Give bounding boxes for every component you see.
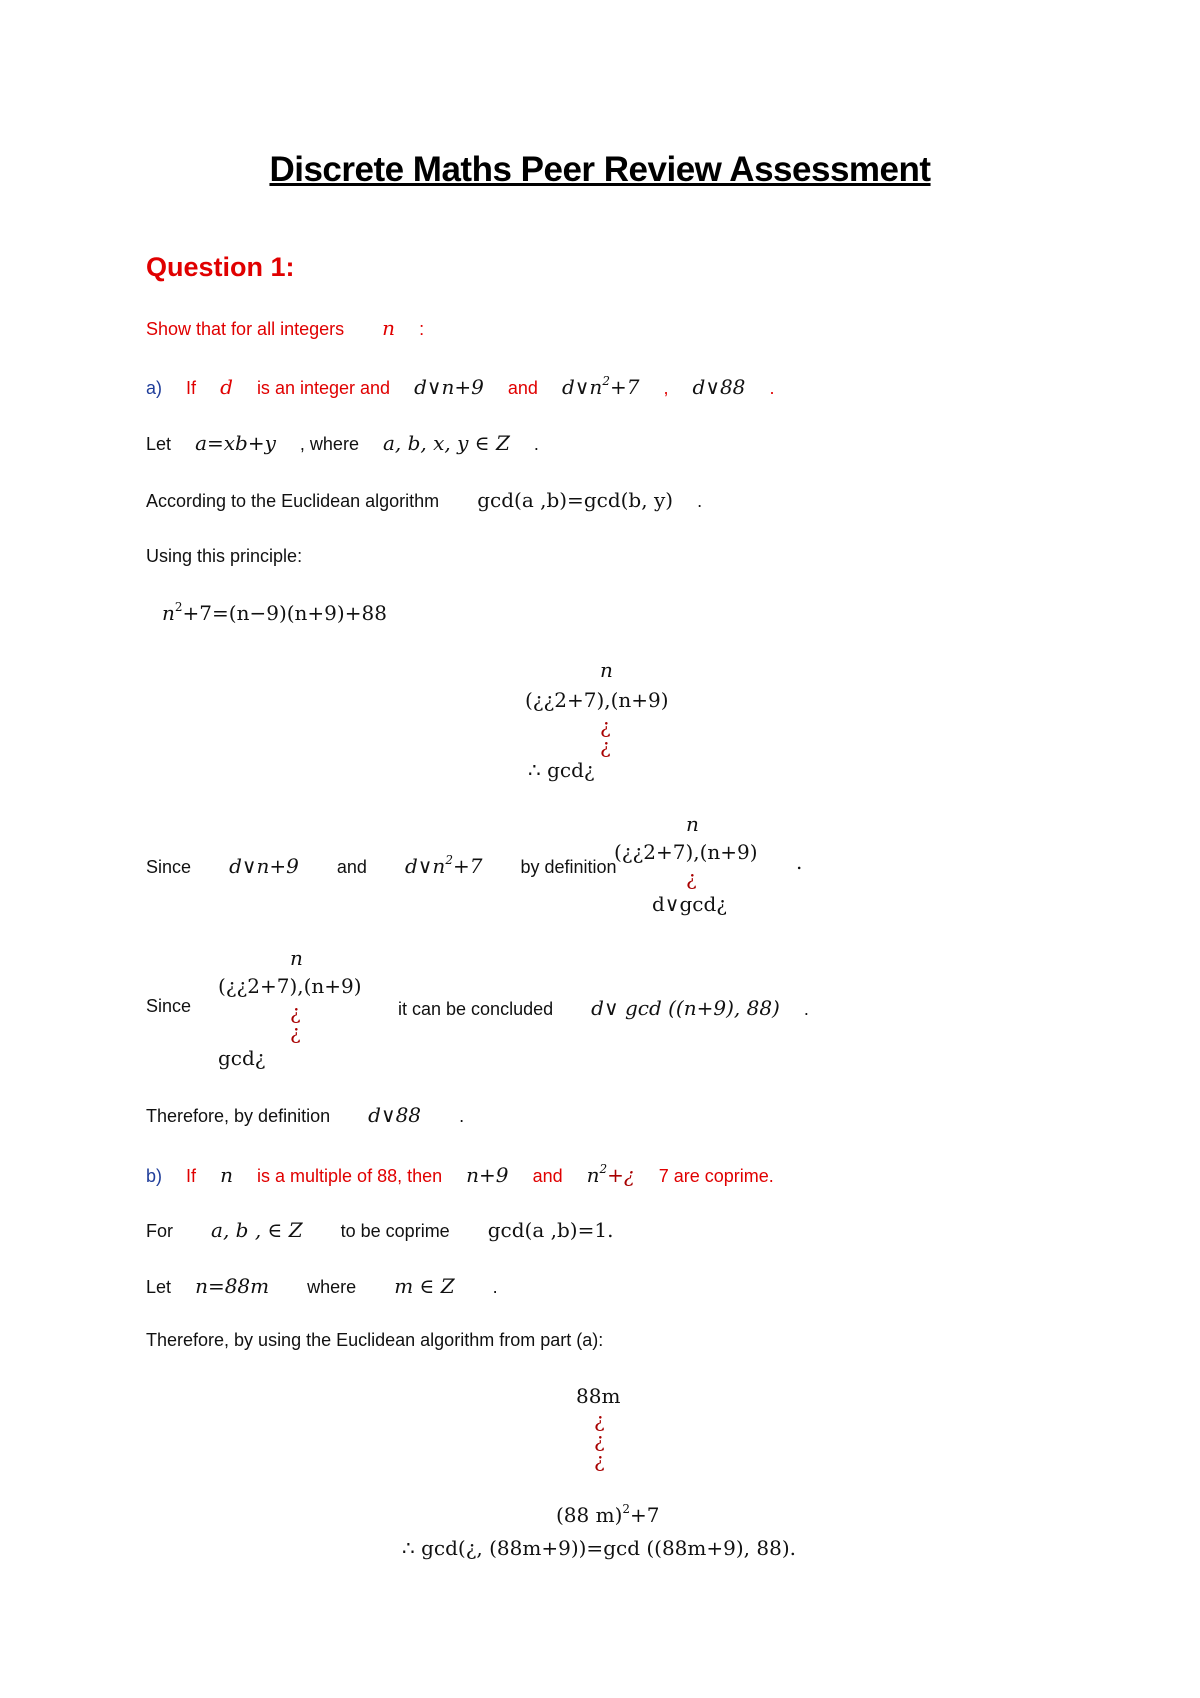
since-line-1: [146, 853, 617, 878]
part-a-expr1: d∨n+9: [414, 375, 484, 399]
since2-gcd: gcd¿: [218, 1046, 266, 1070]
since1-period: .: [796, 850, 803, 874]
euclid-period: .: [697, 491, 703, 511]
part-a-expr3: d∨88: [692, 375, 746, 399]
since1-expr2: $d\vee n^2+7$: [404, 853, 483, 878]
part-b-text2: 7 are coprime.: [658, 1166, 774, 1186]
part-b-expr2: $n^2+¿$: [586, 1162, 635, 1187]
coprime-text: to be coprime: [340, 1221, 450, 1241]
block1-q2: ¿: [600, 734, 611, 758]
since2-concl-text: it can be concluded: [398, 999, 554, 1019]
block1-gcd: ∴ gcd¿: [528, 758, 595, 782]
euclid-text: According to the Euclidean algorithm: [146, 491, 440, 511]
let-word: Let: [146, 434, 172, 454]
part-b-text1: is a multiple of 88, then: [257, 1166, 443, 1186]
coprime-set: a, b , ∈ Z: [211, 1218, 303, 1242]
block1-q1: ¿: [600, 714, 611, 738]
part-a-statement: [146, 374, 774, 399]
block2-q2: ¿: [594, 1428, 605, 1452]
part-a-expr2: $d\vee n^2+7$: [561, 374, 640, 399]
coprime-line: [146, 1218, 613, 1242]
since2-q1: ¿: [290, 1000, 301, 1024]
part-b-if: If: [186, 1166, 197, 1186]
since1-gcd: d∨gcd¿: [652, 892, 727, 916]
let-n-set: m ∈ Z: [394, 1274, 455, 1298]
block1-row: (¿¿2+7),(n+9): [525, 688, 669, 712]
part-a-and: and: [507, 378, 538, 398]
coprime-for: For: [146, 1221, 173, 1241]
block2-q3: ¿: [594, 1448, 605, 1472]
since2-n: n: [290, 946, 303, 970]
since2-conclusion: [398, 996, 809, 1020]
block2-top: 88m: [576, 1384, 621, 1408]
therefore-a-expr: d∨88: [368, 1103, 422, 1127]
part-b-statement: [146, 1162, 774, 1187]
since1-q: ¿: [686, 866, 697, 890]
let-expr: a=xb+y: [195, 431, 276, 455]
let-where: , where: [299, 434, 359, 454]
since1-and: and: [336, 857, 367, 877]
therefore-a-period: .: [459, 1106, 465, 1126]
question-intro: [146, 316, 424, 340]
let-n-line: [146, 1274, 498, 1298]
block2-final: ∴ gcd(¿, (88m+9))=gcd ((88m+9), 88).: [402, 1536, 796, 1560]
part-a-label: a): [146, 378, 163, 398]
since1-word: Since: [146, 857, 192, 877]
coprime-expr: gcd(a ,b)=1.: [487, 1218, 614, 1242]
since2-q2: ¿: [290, 1020, 301, 1044]
part-a-period: .: [769, 378, 775, 398]
since1-bydef: by definition: [520, 857, 617, 877]
let-set: a, b, x, y ∈ Z: [382, 431, 510, 455]
block2-square: (88 m)$^2$+7: [556, 1502, 660, 1527]
question-heading: Question 1:: [146, 252, 295, 282]
let-n-where: where: [307, 1277, 357, 1297]
part-b-and: and: [532, 1166, 563, 1186]
intro-colon: :: [419, 319, 425, 339]
part-b-var-n: n: [220, 1163, 233, 1187]
page-title: Discrete Maths Peer Review Assessment: [269, 150, 931, 189]
since2-period: .: [803, 999, 809, 1019]
let-n-period: .: [492, 1277, 498, 1297]
part-a-var-d: d: [220, 375, 233, 399]
therefore-a-text: Therefore, by definition: [146, 1106, 331, 1126]
since2-expr: d∨ gcd ((n+9), 88): [591, 996, 780, 1020]
let-period: .: [533, 434, 539, 454]
part-a-comma: ,: [663, 378, 669, 398]
intro-text: Show that for all integers: [146, 319, 345, 339]
part-b-expr1: n+9: [466, 1163, 509, 1187]
since2-row: (¿¿2+7),(n+9): [218, 974, 362, 998]
euclid-line: [146, 488, 702, 512]
block1-n: n: [600, 658, 613, 682]
since1-row: (¿¿2+7),(n+9): [614, 840, 758, 864]
euclid-expr: gcd(a ,b)=gcd(b, y): [477, 488, 674, 512]
therefore-a-line: [146, 1103, 464, 1127]
since1-expr1: d∨n+9: [229, 854, 299, 878]
part-a-text: is an integer and: [256, 378, 391, 398]
since1-n: n: [686, 812, 699, 836]
let-n-expr: n=88m: [195, 1274, 270, 1298]
block2-q1: ¿: [594, 1408, 605, 1432]
principle-line: Using this principle:: [146, 546, 303, 566]
let-line: [146, 431, 539, 455]
part-b-label: b): [146, 1166, 163, 1186]
equation-1: $n^2+7=(n-9)(n+9)+88$: [162, 600, 387, 625]
part-a-if: If: [186, 378, 197, 398]
let-n-word: Let: [146, 1277, 172, 1297]
therefore-b-line: Therefore, by using the Euclidean algorithm from part (a):: [146, 1330, 604, 1350]
intro-variable: n: [382, 316, 396, 340]
since2-word: Since: [146, 996, 192, 1016]
